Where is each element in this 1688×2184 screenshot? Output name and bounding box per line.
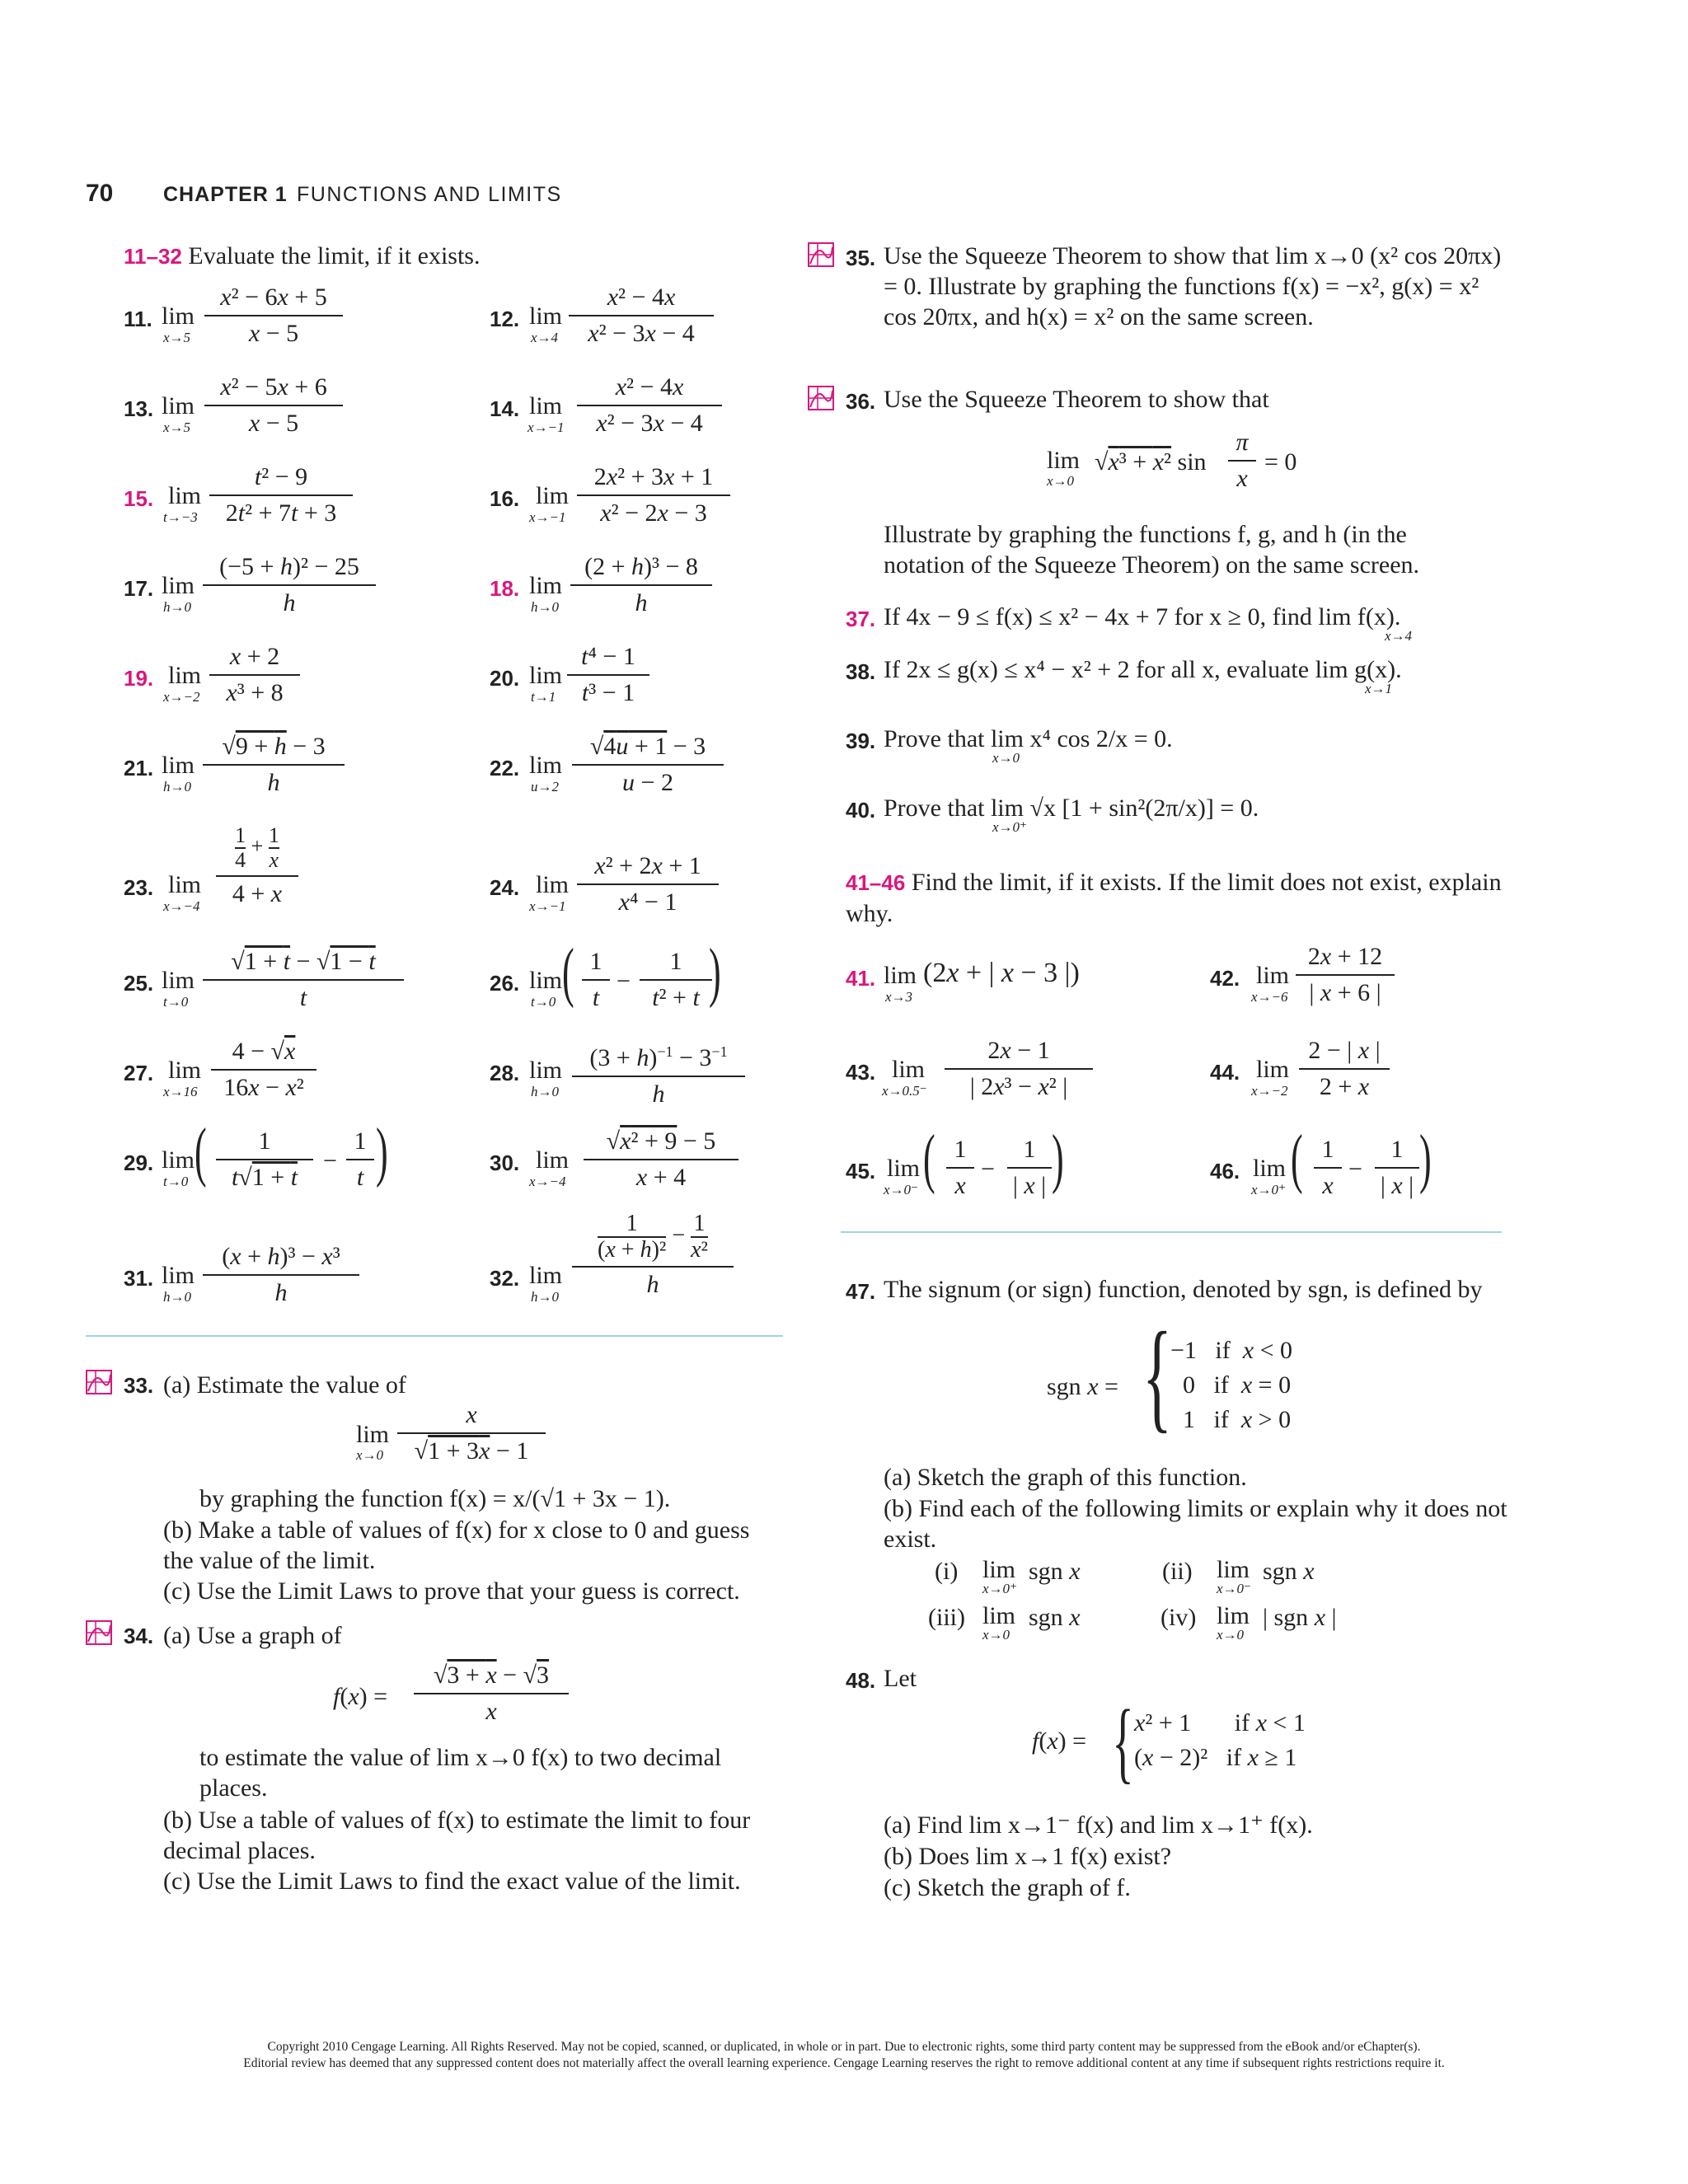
- fraction-46a: 1 x: [1314, 1136, 1342, 1200]
- problem-33b-text: (b) Make a table of values of f(x) for x close to 0 and guess the value of the limit.: [163, 1516, 750, 1574]
- lim-subscript: h→0: [163, 599, 191, 615]
- chapter-label: CHAPTER 1: [163, 183, 288, 206]
- lim-subscript: x→0: [992, 750, 1020, 766]
- exercise-number-43: 43.: [846, 1060, 876, 1085]
- lim-operator: lim: [529, 662, 563, 689]
- chapter-title: FUNCTIONS AND LIMITS: [297, 183, 562, 206]
- lim-operator: lim: [1217, 1602, 1250, 1629]
- lim-subscript: h→0: [163, 1289, 191, 1305]
- problem-47-text: The signum (or sign) function, denoted by sgn, is defined by: [884, 1276, 1483, 1303]
- lim-operator: lim: [1253, 1155, 1287, 1182]
- lim-subscript: x→0⁺: [1251, 1182, 1287, 1197]
- exercise-number-27: 27.: [124, 1061, 154, 1085]
- lim-subscript: x→4: [531, 330, 559, 345]
- lim-operator: lim: [536, 482, 570, 509]
- exercise-number-40: 40.: [846, 798, 876, 823]
- fraction-24: x² + 2x + 1 x⁴ − 1: [577, 852, 719, 916]
- part-iii-label: (iii): [928, 1604, 965, 1631]
- lim-subscript: t→0: [163, 994, 189, 1010]
- exercise-number-14: 14.: [490, 396, 520, 421]
- lim-operator: lim: [1047, 447, 1081, 474]
- left-paren: (: [194, 1116, 207, 1188]
- lim-subscript: x→−6: [1251, 989, 1288, 1005]
- lim-operator: lim: [1256, 1056, 1290, 1083]
- fraction-15: t² − 9 2t² + 7t + 3: [209, 463, 353, 527]
- lim-operator: lim: [892, 1056, 926, 1083]
- exercise-number-38: 38.: [846, 659, 876, 684]
- lim-subscript: t→0: [531, 994, 556, 1010]
- lim-subscript: t→−3: [163, 509, 198, 525]
- exercise-number-19: 19.: [124, 666, 154, 691]
- fraction-32: $\frac{1}{\text{(x + h)²}}$ − $\frac{1}{\text{x²}}$ h: [572, 1212, 734, 1299]
- fraction-25: √1 + t − √1 − t t: [203, 948, 404, 1012]
- exercise-number-48: 48.: [846, 1668, 876, 1693]
- right-paren: ): [1418, 1122, 1432, 1195]
- fraction-14: x² − 4x x² − 3x − 4: [577, 373, 722, 438]
- lim-subscript: x→0: [1217, 1627, 1245, 1643]
- left-paren: (: [561, 936, 574, 1009]
- exercise-number-46: 46.: [1210, 1159, 1240, 1183]
- part-i-label: (i): [935, 1558, 959, 1585]
- sgn-expression: sgn x: [1263, 1558, 1315, 1585]
- exercise-number-22: 22.: [490, 756, 520, 780]
- abs-sgn-expression: | sgn x |: [1263, 1604, 1337, 1631]
- lim-subscript: x→3: [885, 989, 913, 1005]
- exercise-number-31: 31.: [124, 1266, 154, 1291]
- fraction-45a: 1 x: [946, 1136, 974, 1200]
- graphing-calculator-icon: [86, 1620, 112, 1645]
- fraction-11: x² − 6x + 5 x − 5: [204, 284, 343, 348]
- lim-operator: lim: [162, 967, 195, 994]
- problem-33c-text: (c) Use the Limit Laws to prove that your guess is correct.: [163, 1577, 740, 1605]
- lim-subscript: x→0⁻: [1217, 1581, 1252, 1596]
- fraction-28: $(3 + h)^{-1} - 3^{-1}$ h: [572, 1038, 745, 1108]
- lim-operator: lim: [162, 302, 195, 330]
- exercise-number-47: 47.: [846, 1279, 876, 1304]
- lim-subscript: h→0: [531, 1289, 559, 1305]
- sgn-label: sgn x =: [1047, 1373, 1118, 1400]
- lim-subscript: x→−1: [529, 509, 566, 525]
- operator-minus: −: [617, 968, 631, 995]
- lim-subscript: x→0: [982, 1627, 1010, 1643]
- lim-operator: lim: [536, 871, 570, 898]
- fraction-21: √9 + h − 3 h: [203, 733, 345, 797]
- fraction-13: x² − 5x + 6 x − 5: [204, 373, 343, 438]
- problem-34a-continued: to estimate the value of lim x→0 f(x) to two decimal places.: [199, 1744, 722, 1802]
- right-paren: ): [708, 936, 721, 1009]
- lim-operator: lim: [529, 572, 563, 599]
- fraction-26b: 1 t² + t: [640, 948, 712, 1012]
- section-divider: [841, 1231, 1502, 1233]
- problem-38-text: If 2x ≤ g(x) ≤ x⁴ − x² + 2 for all x, evaluate lim g(x).: [884, 656, 1402, 683]
- lim-operator: lim: [529, 302, 563, 330]
- lim-operator: lim: [168, 1057, 202, 1084]
- problem-48a-text: (a) Find lim x→1⁻ f(x) and lim x→1⁺ f(x).: [884, 1811, 1313, 1839]
- exercise-number-24: 24.: [490, 875, 520, 900]
- lim-subscript: u→2: [531, 779, 559, 794]
- exercise-number-45: 45.: [846, 1159, 876, 1183]
- lim-subscript: x→0.5⁻: [882, 1083, 927, 1099]
- copyright-footer: Copyright 2010 Cengage Learning. All Rights Reserved. May not be copied, scanned, or duplicated, in whole or in part. Due to electronic rights, some third party content may be suppressed from the eBook and/or eChapter(s). Editorial review has deemed that any suppressed content does not materially affect the overall learning experience. Cengage Learning reserves the right to remove additional content at any time if subsequent rights restrictions require it.: [243, 2040, 1445, 2070]
- fraction-19: x + 2 x³ + 8: [209, 643, 300, 707]
- problem-36-text2: Illustrate by graphing the functions f, g, and h (in the notation of the Squeeze Theorem) on the same screen.: [884, 521, 1420, 579]
- lim-subscript: t→0: [163, 1174, 189, 1189]
- exercise-number-20: 20.: [490, 666, 520, 691]
- fraction-17: (−5 + h)² − 25 h: [203, 553, 376, 617]
- expression-36: √x³ + x² sin: [1095, 448, 1207, 476]
- exercise-number-12: 12.: [490, 307, 520, 331]
- lim-operator: lim: [536, 1146, 570, 1174]
- problem-48b-text: (b) Does lim x→1 f(x) exist?: [884, 1843, 1172, 1870]
- fraction-23: $\frac{1}{4}$ + $\frac{1}{x}$ 4 + x: [216, 824, 298, 908]
- problem-37-text: If 4x − 9 ≤ f(x) ≤ x² − 4x + 7 for x ≥ 0, find lim f(x).: [884, 603, 1401, 630]
- exercise-number-41: 41.: [846, 966, 876, 991]
- exercise-number-34: 34.: [124, 1624, 154, 1648]
- lim-subscript: x→5: [163, 330, 191, 345]
- page-number: 70: [86, 180, 114, 207]
- problem-34a-text: (a) Use a graph of: [163, 1622, 342, 1649]
- problem-33a-text: (a) Estimate the value of: [163, 1371, 406, 1399]
- lim-operator: lim: [162, 752, 195, 779]
- fraction-33: x √1 + 3x − 1: [397, 1401, 546, 1465]
- exercise-number-25: 25.: [124, 971, 154, 996]
- lim-operator: lim: [982, 1602, 1016, 1629]
- fraction-20: t⁴ − 1 t³ − 1: [567, 643, 649, 707]
- graphing-calculator-icon: [808, 242, 834, 267]
- lim-operator: lim: [529, 752, 563, 779]
- exercise-number-35: 35.: [846, 246, 876, 270]
- lim-subscript: x→−4: [163, 898, 200, 914]
- lim-subscript: x→0⁻: [884, 1182, 919, 1197]
- lim-subscript: x→0⁺: [992, 819, 1028, 835]
- lim-subscript: x→−1: [528, 419, 565, 435]
- lim-operator: lim: [162, 572, 195, 599]
- problem-39-text: Prove that lim x⁴ cos 2/x = 0.: [884, 725, 1173, 752]
- lim-subscript: x→−2: [163, 689, 200, 705]
- equals-zero: = 0: [1264, 448, 1297, 476]
- expression-41: (2x + | x − 3 |): [923, 958, 1080, 988]
- lim-subscript: t→1: [531, 689, 556, 705]
- sgn-expression: sgn x: [1029, 1558, 1081, 1585]
- lim-subscript: x→−1: [529, 898, 566, 914]
- lim-operator: lim: [162, 1146, 195, 1174]
- left-paren: (: [922, 1122, 935, 1195]
- fraction-18: (2 + h)³ − 8 h: [570, 553, 712, 617]
- operator-minus: −: [323, 1147, 337, 1174]
- lim-operator: lim: [162, 1262, 195, 1289]
- lim-operator: lim: [884, 962, 917, 989]
- fraction-12: x² − 4x x² − 3x − 4: [569, 284, 714, 348]
- function-f-label: f(x) =: [1032, 1727, 1087, 1755]
- problem-47b-text: (b) Find each of the following limits or explain why it does not exist.: [884, 1495, 1507, 1553]
- fraction-42: 2x + 12 | x + 6 |: [1296, 943, 1395, 1007]
- lim-subscript: x→0: [1047, 473, 1075, 489]
- lim-subscript: x→5: [163, 419, 191, 435]
- lim-subscript: x→0: [356, 1447, 384, 1463]
- exercise-number-15: 15.: [124, 486, 154, 511]
- fraction-29a: 1 t√1 + t: [216, 1127, 313, 1192]
- lim-subscript: x→−2: [1251, 1083, 1288, 1099]
- fraction-34: √3 + x − √3 x: [414, 1661, 569, 1726]
- graphing-calculator-icon: [86, 1370, 112, 1394]
- fraction-44: 2 − | x | 2 + x: [1299, 1037, 1390, 1101]
- operator-minus: −: [981, 1155, 995, 1183]
- problem-47a-text: (a) Sketch the graph of this function.: [884, 1464, 1247, 1491]
- fraction-30: √x² + 9 − 5 x + 4: [584, 1127, 738, 1192]
- fraction-27: 4 − √x 16x − x²: [211, 1038, 316, 1102]
- fraction-43: 2x − 1 | 2x³ − x² |: [945, 1037, 1093, 1101]
- problem-40-text: Prove that lim √x [1 + sin²(2π/x)] = 0.: [884, 794, 1259, 822]
- lim-subscript: h→0: [163, 779, 191, 794]
- exercise-number-30: 30.: [490, 1151, 520, 1175]
- exercise-number-11: 11.: [124, 307, 152, 331]
- lim-subscript: x→0⁺: [982, 1581, 1018, 1596]
- lim-operator: lim: [529, 1262, 563, 1289]
- exercise-number-37: 37.: [846, 607, 876, 631]
- left-paren: (: [1290, 1122, 1303, 1195]
- exercise-number-26: 26.: [490, 971, 520, 996]
- part-ii-label: (ii): [1162, 1558, 1193, 1585]
- fraction-46b: 1 | x |: [1375, 1136, 1419, 1200]
- sgn-cases: −1 if x < 0 0 if x = 0 1 if x > 0: [1170, 1337, 1292, 1433]
- lim-subscript: h→0: [531, 1084, 559, 1099]
- problem-35-text: Use the Squeeze Theorem to show that lim x→0 (x² cos 20πx) = 0. Illustrate by graphing the functions f(x) = −x², g(x) = x² cos 20πx, and h(x) = x² on the same screen.: [884, 242, 1502, 330]
- lim-operator: lim: [529, 1057, 563, 1084]
- exercise-number-36: 36.: [846, 389, 876, 414]
- exercise-number-21: 21.: [124, 756, 154, 780]
- right-paren: ): [375, 1116, 388, 1188]
- section-heading-41-46: 41–46 Find the limit, if it exists. If the limit does not exist, explain why.: [846, 869, 1502, 927]
- left-brace: {: [1112, 1691, 1134, 1792]
- lim-operator: lim: [529, 967, 563, 994]
- exercise-number-44: 44.: [1210, 1060, 1240, 1085]
- graphing-calculator-icon: [808, 386, 834, 410]
- problem-48c-text: (c) Sketch the graph of f.: [884, 1874, 1131, 1901]
- exercise-number-29: 29.: [124, 1151, 154, 1175]
- exercise-number-33: 33.: [124, 1373, 154, 1398]
- exercise-number-32: 32.: [490, 1266, 520, 1291]
- fraction-26a: 1 t: [582, 948, 610, 1012]
- fraction-29b: 1 t: [346, 1127, 374, 1192]
- lim-subscript: x→16: [163, 1084, 198, 1099]
- sgn-expression: sgn x: [1029, 1604, 1081, 1631]
- exercise-number-13: 13.: [124, 396, 154, 421]
- section-heading-11-32: 11–32 Evaluate the limit, if it exists.: [124, 242, 481, 269]
- exercise-number-18: 18.: [490, 576, 520, 601]
- lim-operator: lim: [168, 662, 202, 689]
- section-divider: [86, 1335, 783, 1337]
- lim-operator: lim: [162, 392, 195, 419]
- fraction-45b: 1 | x |: [1007, 1136, 1052, 1200]
- lim-operator: lim: [1256, 962, 1290, 989]
- lim-subscript: h→0: [531, 599, 559, 615]
- lim-operator: lim: [887, 1155, 921, 1182]
- left-brace: {: [1142, 1307, 1172, 1444]
- exercise-number-23: 23.: [124, 875, 154, 900]
- problem-33a-continued: by graphing the function f(x) = x/(√1 + 3x − 1).: [199, 1485, 671, 1512]
- problem-34b-text: (b) Use a table of values of f(x) to estimate the limit to four decimal places.: [163, 1807, 751, 1864]
- exercise-number-42: 42.: [1210, 966, 1240, 991]
- lim-subscript: x→4: [1385, 628, 1413, 644]
- problem-34c-text: (c) Use the Limit Laws to find the exact value of the limit.: [163, 1868, 741, 1895]
- fraction-22: √4u + 1 − 3 u − 2: [572, 733, 724, 797]
- exercise-number-17: 17.: [124, 576, 154, 601]
- lim-operator: lim: [168, 482, 202, 509]
- fraction-36: π x: [1228, 429, 1256, 493]
- right-paren: ): [1051, 1122, 1064, 1195]
- function-f-label: f(x) =: [333, 1683, 388, 1710]
- exercise-number-39: 39.: [846, 729, 876, 753]
- fraction-31: (x + h)³ − x³ h: [203, 1243, 359, 1307]
- lim-subscript: x→1: [1365, 681, 1393, 696]
- lim-operator: lim: [982, 1556, 1016, 1583]
- problem-48-text: Let: [884, 1665, 917, 1692]
- piecewise-cases: x² + 1 if x < 1 (x − 2)² if x ≥ 1: [1134, 1709, 1306, 1771]
- problem-36-text: Use the Squeeze Theorem to show that: [884, 386, 1269, 413]
- exercise-number-28: 28.: [490, 1061, 520, 1085]
- lim-subscript: x→−4: [529, 1174, 566, 1189]
- lim-operator: lim: [356, 1421, 390, 1448]
- lim-operator: lim: [168, 871, 202, 898]
- operator-minus: −: [1348, 1155, 1362, 1183]
- part-iv-label: (iv): [1160, 1604, 1197, 1631]
- fraction-16: 2x² + 3x + 1 x² − 2x − 3: [577, 463, 730, 527]
- lim-operator: lim: [529, 392, 563, 419]
- lim-operator: lim: [1217, 1556, 1250, 1583]
- exercise-number-16: 16.: [490, 486, 520, 511]
